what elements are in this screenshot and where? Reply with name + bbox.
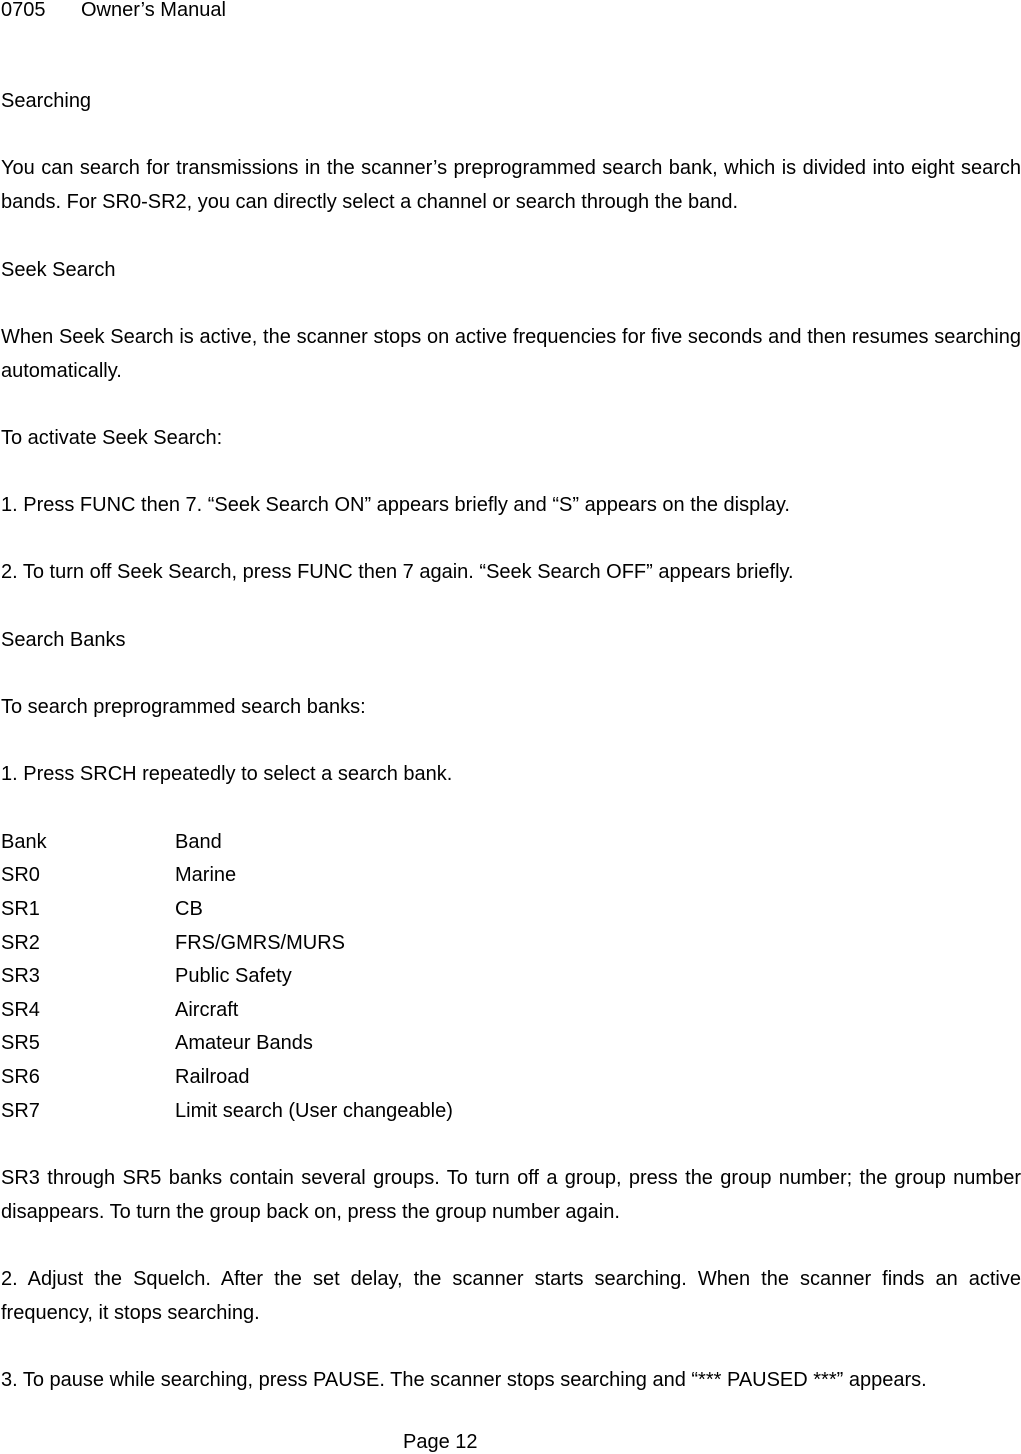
document-title: Owner’s Manual	[81, 0, 226, 21]
search-banks-step-3: 3. To pause while searching, press PAUSE. The scanner stops searching and “*** PAUSED ***” appears.	[1, 1369, 927, 1391]
heading-searching: Searching	[1, 90, 92, 112]
band-cell: Marine	[175, 864, 237, 886]
band-cell: FRS/GMRS/MURS	[175, 932, 345, 954]
bank-cell: SR7	[1, 1100, 40, 1122]
band-cell: Aircraft	[175, 999, 239, 1021]
band-cell: CB	[175, 898, 203, 920]
bank-column-header: Bank	[1, 831, 47, 853]
bank-cell: SR6	[1, 1066, 40, 1088]
paragraph-groups: SR3 through SR5 banks contain several groups. To turn off a group, press the group number; the group number disappears. To turn the group back on, press the group number again.	[1, 1167, 1021, 1223]
paragraph-searching: You can search for transmissions in the scanner’s preprogrammed search bank, which is divided into eight search bands. For SR0-SR2, you can directly select a channel or search through the band.	[1, 157, 1021, 213]
bank-cell: SR4	[1, 999, 40, 1021]
page-number: Page 12	[403, 1431, 478, 1453]
bank-cell: SR1	[1, 898, 40, 920]
bank-cell: SR2	[1, 932, 40, 954]
bank-cell: SR5	[1, 1032, 40, 1054]
search-banks-step-2: 2. Adjust the Squelch. After the set delay, the scanner starts searching. When the scanner finds an active frequency, it stops searching.	[1, 1268, 1021, 1324]
bank-cell: SR0	[1, 864, 40, 886]
paragraph-seek-search: When Seek Search is active, the scanner stops on active frequencies for five seconds and then resumes searching automatically.	[1, 326, 1021, 382]
band-column-header: Band	[175, 831, 222, 853]
search-banks-intro: To search preprogrammed search banks:	[1, 696, 366, 718]
document-code: 0705	[1, 0, 46, 21]
heading-search-banks: Search Banks	[1, 629, 126, 651]
seek-search-step-1: 1. Press FUNC then 7. “Seek Search ON” appears briefly and “S” appears on the display.	[1, 494, 790, 516]
band-cell: Railroad	[175, 1066, 250, 1088]
band-cell: Amateur Bands	[175, 1032, 313, 1054]
seek-search-intro: To activate Seek Search:	[1, 427, 223, 449]
search-banks-step-1: 1. Press SRCH repeatedly to select a search bank.	[1, 763, 453, 785]
band-cell: Public Safety	[175, 965, 292, 987]
heading-seek-search: Seek Search	[1, 259, 116, 281]
band-cell: Limit search (User changeable)	[175, 1100, 453, 1122]
seek-search-step-2: 2. To turn off Seek Search, press FUNC then 7 again. “Seek Search OFF” appears briefly.	[1, 561, 794, 583]
bank-cell: SR3	[1, 965, 40, 987]
